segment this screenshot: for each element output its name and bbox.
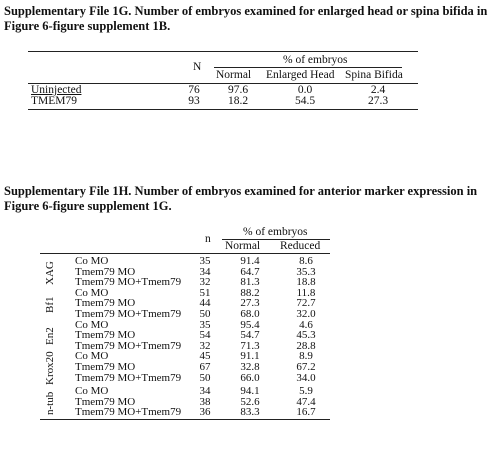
table1-col-enlarged-head: Enlarged Head [266, 69, 335, 81]
table1-cell: 76 [188, 84, 200, 96]
table2-cell: 18.8 [296, 276, 316, 289]
table2-bottom-rule [40, 419, 330, 420]
table1-n-header: N [193, 61, 202, 73]
table2-cell: 88.2 [240, 286, 260, 299]
table2-cell: 51 [199, 286, 211, 299]
table2-cell: 52.6 [240, 395, 260, 408]
table2-cell: 8.9 [299, 350, 313, 363]
table1-cell: 93 [188, 95, 200, 107]
table2-row-label: Tmem79 MO [75, 265, 136, 278]
table1-cell: 18.2 [227, 95, 249, 107]
table1-row-label: TMEM79 [31, 95, 77, 107]
table2-cell: 34 [199, 265, 211, 278]
table2-row-label: Tmem79 MO [75, 329, 136, 342]
table1-col-spina-bifida: Spina Bifida [345, 69, 403, 81]
table2-cell: 81.3 [240, 276, 260, 289]
table2-cell: 32 [199, 276, 211, 289]
table2-cell: 94.1 [240, 385, 260, 398]
table2-row-label: Tmem79 MO+Tmem79 [75, 276, 182, 289]
table2-cell: 72.7 [296, 297, 316, 310]
table2-row-label: Tmem79 MO [75, 297, 136, 310]
table1-cell: 97.6 [227, 84, 249, 96]
table2-marker-label: XAG [44, 260, 56, 285]
table2-marker-label: n-tub [44, 391, 56, 415]
table1-row-label: Uninjected [31, 84, 82, 96]
table2-cell: 5.9 [299, 385, 313, 398]
table1-cell: 27.3 [367, 95, 389, 107]
table2-marker-label: Krox20 [44, 351, 56, 386]
table2-cell: 27.3 [240, 297, 260, 310]
table2-cell: 50 [199, 308, 211, 320]
table2-row-label: Tmem79 MO+Tmem79 [75, 406, 182, 419]
table2-row-label: Tmem79 MO [75, 395, 136, 408]
table2-cell: 32.0 [296, 308, 316, 320]
table2-cell: 95.4 [240, 318, 260, 331]
table2-cell: 38 [199, 395, 211, 408]
table2-cell: 67 [199, 361, 211, 373]
table2-n-header: n [205, 233, 211, 245]
table2-group-header: % of embryos [243, 226, 308, 238]
table2-cell: 71.3 [240, 339, 260, 352]
table2-cell: 35.3 [296, 265, 316, 278]
table2-cell: 91.4 [240, 255, 260, 267]
table2-caption-line2: Figure 6-figure supplement 1G. [4, 199, 172, 213]
table2-cell: 32 [199, 339, 211, 352]
table2-cell: 68.0 [240, 308, 260, 320]
table2-caption-line1: Supplementary File 1H. Number of embryos examined for anterior marker expression in [4, 184, 478, 198]
table2-cell: 34 [199, 385, 211, 398]
table2-cell: 50 [199, 371, 211, 384]
table2-cell: 67.2 [296, 361, 316, 373]
table2-cell: 8.6 [299, 255, 313, 267]
table2-col-reduced: Reduced [280, 240, 321, 252]
table1-top-rule [28, 51, 418, 52]
table2-row-label: Tmem79 MO [75, 361, 136, 373]
table2-cell: 35 [199, 255, 211, 267]
table2-cell: 36 [199, 406, 211, 419]
table2-cell: 54.7 [240, 329, 260, 342]
table1-bottom-rule [28, 109, 418, 110]
table2-row-label: Tmem79 MO+Tmem79 [75, 308, 182, 320]
table2-cell: 35 [199, 318, 211, 331]
table2-cell: 45.3 [296, 329, 316, 342]
table2-cell: 45 [199, 350, 211, 363]
table2-row-label: Co MO [75, 350, 109, 363]
table2-cell: 28.8 [296, 339, 316, 352]
table2-cell: 54 [199, 329, 211, 342]
table1-caption-line1: Supplementary File 1G. Number of embryos examined for enlarged head or spina bifida in [4, 4, 488, 18]
table2-cell: 64.7 [240, 265, 260, 278]
table2-row-label: Co MO [75, 318, 109, 331]
table2-row-label: Co MO [75, 255, 109, 267]
table2-cell: 83.3 [240, 406, 260, 419]
table2-cell: 16.7 [296, 406, 316, 419]
table1-caption-line2: Figure 6-figure supplement 1B. [4, 19, 171, 33]
table2-col-normal: Normal [225, 240, 261, 252]
table2-cell: 11.8 [296, 286, 316, 299]
table2-row-label: Co MO [75, 286, 109, 299]
table2-header-rule [40, 253, 330, 254]
table2-row-label: Co MO [75, 385, 109, 398]
table1-cell: 0.0 [297, 84, 313, 96]
table2-cell: 44 [199, 297, 211, 310]
table2-row-label: Tmem79 MO+Tmem79 [75, 371, 182, 384]
table2-cell: 32.8 [240, 361, 260, 373]
table2-cell: 34.0 [296, 371, 316, 384]
table2-cell: 91.1 [240, 350, 260, 363]
table2-cell: 4.6 [299, 318, 313, 331]
table2-marker-label: En2 [44, 327, 56, 346]
table1-group-header: % of embryos [283, 54, 348, 66]
table2-row-label: Tmem79 MO+Tmem79 [75, 339, 182, 352]
table1-group-rule [214, 67, 402, 68]
table1-col-normal: Normal [216, 69, 252, 81]
table2-cell: 66.0 [240, 371, 260, 384]
table1-cell: 2.4 [370, 84, 386, 96]
table2-marker-label: Bf1 [44, 296, 56, 313]
table1-cell: 54.5 [294, 95, 316, 107]
table2-cell: 47.4 [296, 395, 316, 408]
